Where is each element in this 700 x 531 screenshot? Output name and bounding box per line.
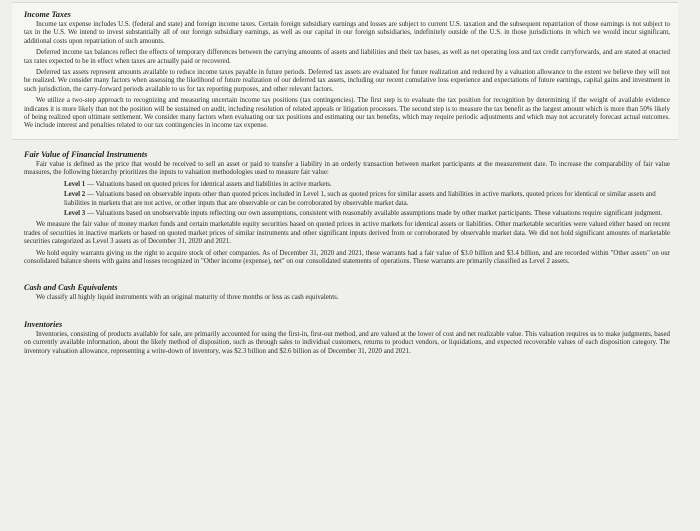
level-2-label: Level 2 <box>64 191 86 199</box>
cash-paragraph: We classify all highly liquid instruments with an original maturity of three months or less as cash equivalents. <box>36 294 339 302</box>
inventories-section <box>20 320 678 356</box>
fair-value-heading: Fair Value of Financial Instruments <box>24 149 148 159</box>
inventories-heading: Inventories <box>24 319 63 329</box>
level-3-label: Level 3 <box>64 209 86 217</box>
level-2-item <box>64 191 670 208</box>
fair-value-paragraph-1: We measure the fair value of money market funds and certain marketable equity securities based on quoted prices in active markets for identical assets or liabilities. Other marketable securities were valued either based on recent trades of securities in inactive markets or based on quoted market prices of similar instruments and other significant inputs derived from or corroborated by observable market data. We did not hold significant amounts of marketable securities categorized as Level 3 assets as of December 31, 2020 and 2021. <box>24 221 670 246</box>
inventories-paragraph: Inventories, consisting of products available for sale, are primarily accounted for using the first-in, first-out method, and are valued at the lower of cost and net realizable value. This valuation requires us to make judgments, based on currently available information, about the likely method of disposition, such as through sales to individual customers, returns to product vendors, or liquidations, and expected recoverable values of each disposition category. The inventory valuation allowance, representing a write-down of inventory, was $2.3 billion and $2.6 billion as of December 31, 2020 and 2021. <box>24 330 670 355</box>
fair-value-paragraph-2: We hold equity warrants giving us the right to acquire stock of other companies. As of December 31, 2020 and 2021, these warrants had a fair value of $3.0 billion and $3.4 billion, and are recorded within "Other assets" on our consolidated balance sheets with gains and losses recognized in "Other income (expense), net" on our consolidated statements of operations. These warrants are primarily classified as Level 2 assets. <box>24 249 670 265</box>
income-taxes-paragraph-3: Deferred tax assets represent amounts available to reduce income taxes payable in future periods. Deferred tax assets are evaluated for future realization and reduced by a valuation allowance to the extent we believe they will not be realized. We consider many factors when assessing the likelihood of future realization of our deferred tax assets, including our recent cumulative loss experience and expectations of future earnings, capital gains and investment in such jurisdiction, the carry-forward periods available to us for tax reporting purposes, and other relevant factors. <box>24 69 670 93</box>
income-taxes-paragraph-2: Deferred income tax balances reflect the effects of temporary differences between the carrying amounts of assets and liabilities and their tax bases, as well as net operating loss and tax credit carryforwards, and are stated at enacted tax rates expected to be in effect when taxes are actually paid or recovered. <box>24 49 670 65</box>
fair-value-section <box>20 150 678 266</box>
level-2-text: — Valuations based on observable inputs other than quoted prices included in Level 1, such as quoted prices for similar assets and liabilities in active markets, quoted prices for identical or similar assets and liabilities in markets that are not active, or other inputs that are observable or can be corroborated by observable market data. <box>64 191 656 207</box>
level-3-item <box>64 210 670 218</box>
level-1-label: Level 1 <box>64 180 86 188</box>
cash-section <box>20 283 678 302</box>
cash-heading: Cash and Cash Equivalents <box>24 283 118 293</box>
level-1-text: — Valuations based on quoted prices for identical assets and liabilities in active markets. <box>85 180 332 188</box>
income-taxes-section <box>12 2 678 140</box>
fair-value-intro: Fair value is defined as the price that would be received to sell an asset or paid to transfer a liability in an orderly transaction between market participants at the measurement date. To increase the comparability of fair value measures, the following hierarchy prioritizes the inputs to valuation methodologies used to measure fair value: <box>24 160 670 177</box>
fair-value-hierarchy-list <box>64 181 670 219</box>
income-taxes-heading: Income Taxes <box>24 10 71 19</box>
level-3-text: — Valuations based on unobservable inputs reflecting our own assumptions, consistent with reasonably available assumptions made by other market participants. These valuations require significant judgment. <box>85 209 663 217</box>
level-1-item <box>64 181 670 189</box>
income-taxes-paragraph-4: We utilize a two-step approach to recognizing and measuring uncertain income tax positions (tax contingencies). The first step is to evaluate the tax position for recognition by determining if the weight of available evidence indicates it is more likely than not the position will be sustained on audit, including resolution of related appeals or litigation processes. The second step is to measure the tax benefit as the largest amount which is more than 50% likely of being realized upon ultimate settlement. We consider many factors when evaluating our tax positions and estimating our tax benefits, which may require periodic adjustments and which may not accurately forecast actual outcomes. We include interest and penalties related to our tax contingencies in income tax expense. <box>24 97 670 130</box>
income-taxes-paragraph-1: Income tax expense includes U.S. (federal and state) and foreign income taxes. Certain foreign subsidiary earnings and losses are subject to current U.S. taxation and the subsequent repatriation of those earnings is not subject to tax in the U.S. We intend to invest substantially all of our foreign subsidiary earnings, as well as our capital in our foreign subsidiaries, indefinitely outside of the U.S. in those jurisdictions in which we would incur significant, additional costs upon repatriation of such amounts. <box>24 21 670 45</box>
